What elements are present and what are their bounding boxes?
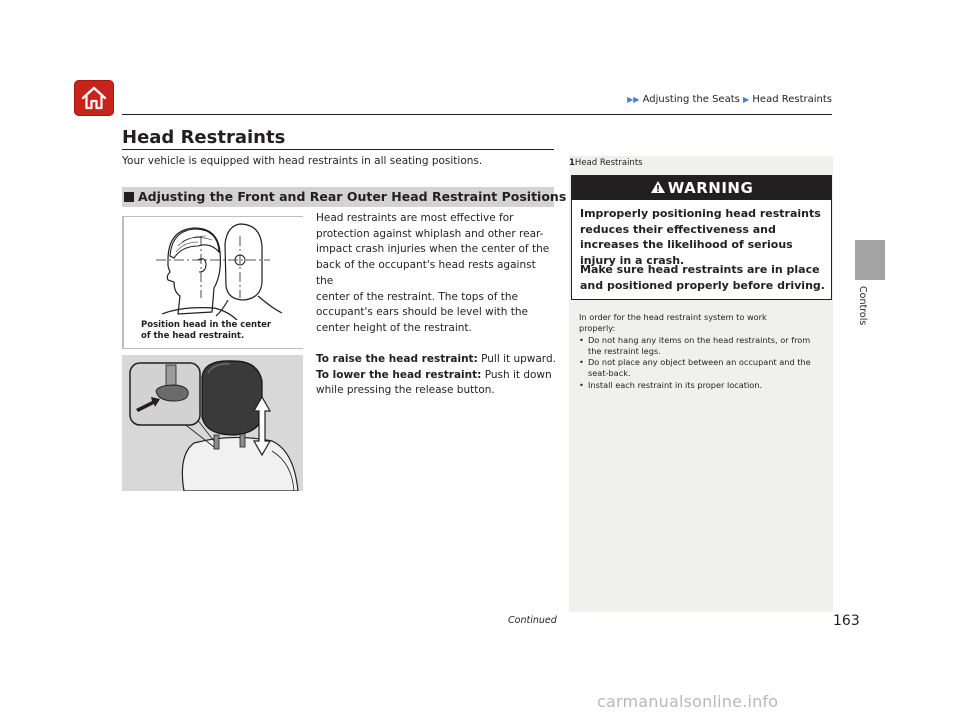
raise-label: To raise the head restraint: <box>316 353 478 365</box>
chapter-tab[interactable] <box>855 240 885 280</box>
body-line: occupant's ears should be level with the <box>316 306 528 319</box>
head-restraint-adjust-figure <box>122 355 303 491</box>
body-line: center height of the restraint. <box>316 321 472 334</box>
effectiveness-paragraph <box>316 211 556 337</box>
body-line: Head restraints are most effective for <box>316 212 514 224</box>
warning-triangle-icon <box>650 180 666 194</box>
breadcrumb-arrow-icon: ▶▶ <box>627 95 640 104</box>
notes-list <box>579 335 825 391</box>
breadcrumb-current: Head Restraints <box>752 94 832 105</box>
lower-text-continued: while pressing the release button. <box>316 384 495 397</box>
title-rule <box>122 149 554 150</box>
note-line: In order for the head restraint system to work <box>579 312 767 322</box>
list-item: • Do not hang any items on the head restraints, or from the restraint legs. <box>579 335 825 358</box>
sidebar-notes <box>579 312 825 391</box>
lower-label: To lower the head restraint: <box>316 368 482 381</box>
note-line: properly: <box>579 323 616 334</box>
figure1-caption-line: Position head in the center <box>141 320 272 330</box>
body-line: protection against whiplash and other rear- <box>316 227 544 240</box>
breadcrumb-link-seats[interactable]: Adjusting the Seats <box>642 94 740 105</box>
warning-box <box>571 175 832 300</box>
seat-illustration <box>122 355 303 491</box>
figure1-caption-line: of the head restraint. <box>141 331 245 341</box>
warning-title: WARNING <box>667 179 754 197</box>
figure1-caption <box>141 320 271 342</box>
header-rule <box>122 114 832 115</box>
adjust-instructions <box>316 352 556 399</box>
chapter-tab-text: Controls <box>857 286 868 326</box>
lower-instruction <box>316 368 556 384</box>
breadcrumb-arrow-icon: ▶ <box>743 95 750 104</box>
sidebar-reference <box>569 158 643 168</box>
continued-label: Continued <box>508 615 557 626</box>
sidebar-ref-number: 1 <box>569 158 575 168</box>
body-line: impact crash injuries when the center of the <box>316 243 550 256</box>
sidebar-ref-title: Head Restraints <box>574 158 643 168</box>
watermark: carmanualsonline.info <box>597 692 779 711</box>
lower-text: Push it down <box>481 368 552 381</box>
raise-text: Pull it upward. <box>477 353 556 365</box>
section-heading <box>122 187 567 207</box>
chapter-tab-label[interactable] <box>856 286 870 346</box>
warning-paragraph-2: Make sure head restraints are in place and positioned properly before driving. <box>580 263 825 292</box>
body-line: center of the restraint. The tops of the <box>316 290 518 303</box>
list-item: • Do not place any object between an occupant and the seat-back. <box>579 357 825 380</box>
head-position-figure <box>122 216 303 349</box>
section-heading-text: Adjusting the Front and Rear Outer Head Restraint Positions <box>138 189 567 204</box>
page-number: 163 <box>833 613 860 629</box>
breadcrumb <box>0 94 832 105</box>
raise-instruction <box>316 352 556 368</box>
page-title: Head Restraints <box>122 127 286 148</box>
body-line: back of the occupant's head rests against the <box>316 259 536 287</box>
warning-header <box>572 176 831 200</box>
square-bullet-icon <box>124 192 134 202</box>
list-item: • Install each restraint in its proper location. <box>579 380 825 391</box>
intro-text: Your vehicle is equipped with head restraints in all seating positions. <box>122 155 483 167</box>
warning-paragraph-1: Improperly positioning head restraints reduces their effectiveness and increases the likelihood of serious injury in a crash. <box>580 207 821 267</box>
